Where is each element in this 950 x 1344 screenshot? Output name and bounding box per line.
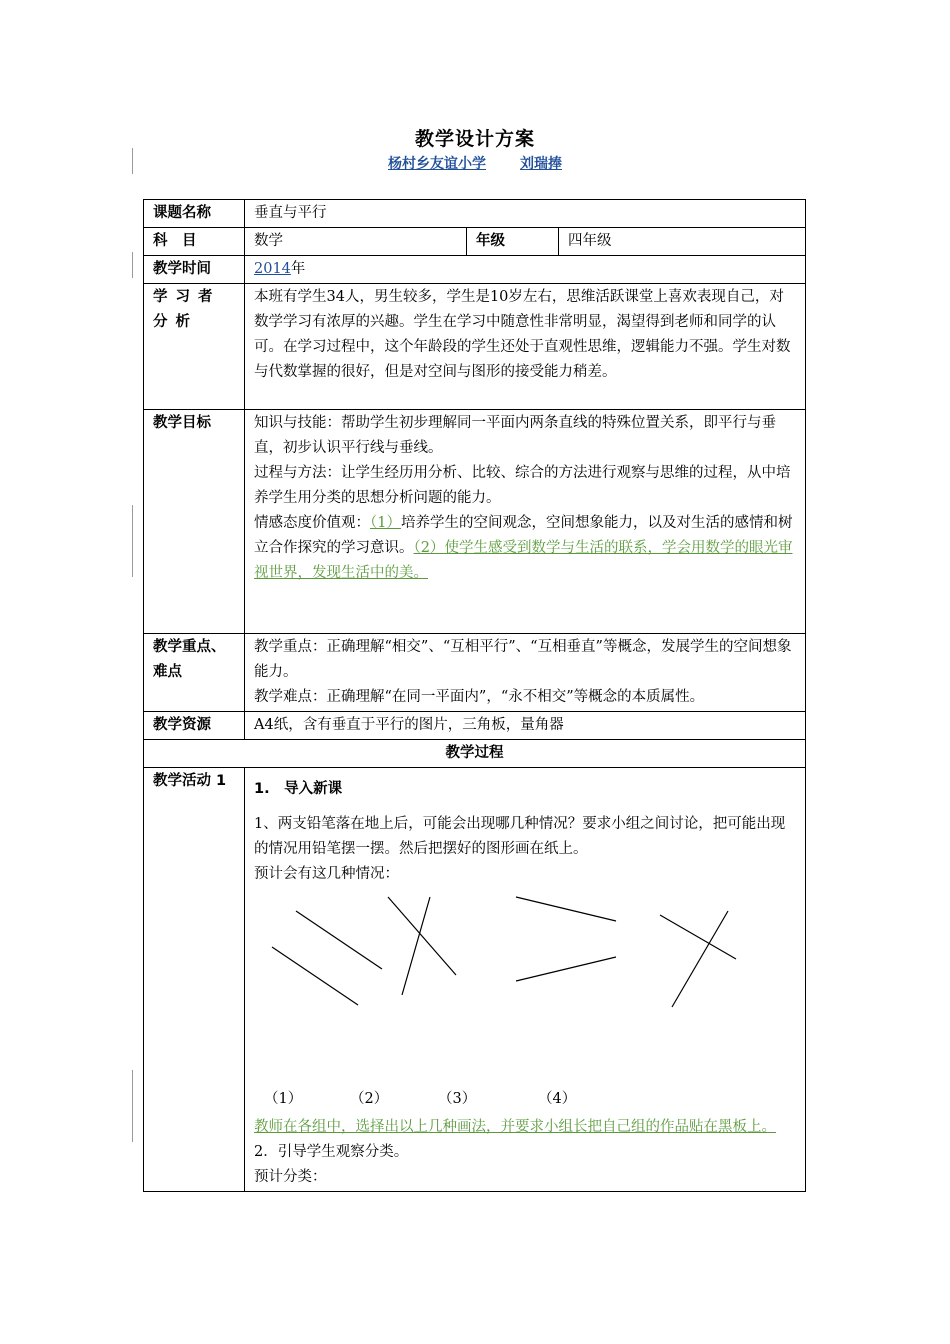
process-heading: 教学过程 xyxy=(144,740,806,768)
goal-process: 过程与方法：让学生经历用分析、比较、综合的方法进行观察与思维的过程，从中培养学生用分类的思想分析问题的能力。 xyxy=(254,465,791,506)
case2-line-a xyxy=(388,897,456,975)
pencil-cases-figure xyxy=(254,887,796,1087)
row-process-heading xyxy=(144,740,806,768)
case3-line-b xyxy=(516,957,616,981)
question-1: 1、两支铅笔落在地上后，可能会出现哪几种情况？要求小组之间讨论，把可能出现的情况用铅笔摆一摆。然后把摆好的图形画在纸上。 xyxy=(254,816,786,857)
activity-label: 教学活动 1 xyxy=(144,768,245,1192)
row-activity-1 xyxy=(144,768,806,1192)
lesson-plan-table xyxy=(143,199,806,1192)
goal-emotion-2: （2）使学生感受到数学与生活的联系，学会用数学的眼光审视世界，发现生活中的美。 xyxy=(254,540,793,581)
document-title: 教学设计方案 xyxy=(414,128,535,150)
case3-line-a xyxy=(516,897,616,921)
margin-mark xyxy=(132,252,133,278)
case2-line-b xyxy=(402,897,430,995)
activity-content xyxy=(245,768,806,1192)
row-learner xyxy=(144,284,806,410)
learner-label: 学习者分析 xyxy=(144,284,245,410)
time-year: 2014 xyxy=(254,261,291,277)
learner-text: 本班有学生34人，男生较多，学生是10岁左右，思维活跃课堂上喜欢表现自己，对数学学习有浓厚的兴趣。学生在学习中随意性非常明显，渴望得到老师和同学的认可。在学习过程中，这个年龄段的学生还处于直观性思维，逻辑能力不强。学生对数与代数掌握的很好，但是对空间与图形的接受能力稍差。 xyxy=(245,284,806,410)
step1-title: 1. 导入新课 xyxy=(254,781,343,797)
case4-line-b xyxy=(672,911,728,1007)
case1-line-b xyxy=(272,947,358,1005)
row-keypoints xyxy=(144,634,806,712)
time-label: 教学时间 xyxy=(144,256,245,284)
key-point: 教学重点：正确理解“相交”、“互相平行”、“互相垂直”等概念，发展学生的空间想象能力。 xyxy=(254,639,792,680)
figure-label-2: （2） xyxy=(350,1091,389,1107)
subject-value: 数学 xyxy=(245,228,467,256)
margin-mark xyxy=(132,1070,133,1142)
figure-labels xyxy=(254,1087,796,1111)
grade-label: 年级 xyxy=(467,228,559,256)
topic-value: 垂直与平行 xyxy=(245,200,806,228)
topic-label: 课题名称 xyxy=(144,200,245,228)
goals-content xyxy=(245,410,806,634)
resources-label: 教学资源 xyxy=(144,712,245,740)
goal-emotion-prefix: 情感态度价值观： xyxy=(254,515,370,531)
expected-classification: 预计分类： xyxy=(254,1169,327,1185)
step2: 2．引导学生观察分类。 xyxy=(254,1144,409,1160)
grade-value: 四年级 xyxy=(559,228,806,256)
margin-mark xyxy=(132,505,133,577)
row-subject xyxy=(144,228,806,256)
row-topic xyxy=(144,200,806,228)
document-subtitle xyxy=(0,153,950,173)
difficult-point: 教学难点：正确理解“在同一平面内”，“永不相交”等概念的本质属性。 xyxy=(254,689,705,705)
school-name: 杨村乡友谊小学 xyxy=(388,156,486,172)
figure-label-3: （3） xyxy=(438,1091,477,1107)
margin-mark xyxy=(132,148,133,174)
keypoints-content xyxy=(245,634,806,712)
resources-value: A4纸，含有垂直于平行的图片，三角板，量角器 xyxy=(245,712,806,740)
row-goals xyxy=(144,410,806,634)
row-time xyxy=(144,256,806,284)
author-name: 刘瑞捧 xyxy=(520,156,562,172)
subject-label: 科 目 xyxy=(144,228,245,256)
case4-line-a xyxy=(660,915,736,959)
expected-cases: 预计会有这几种情况： xyxy=(254,866,399,882)
teacher-note: 教师在各组中，选择出以上几种画法，并要求小组长把自己组的作品贴在黑板上。 xyxy=(254,1119,776,1135)
time-suffix: 年 xyxy=(290,261,306,277)
goal-emotion-1-num: （1） xyxy=(370,515,401,531)
goal-emotion xyxy=(254,511,796,586)
figure-label-4: （4） xyxy=(538,1091,577,1107)
pencil-lines-svg xyxy=(254,887,814,1087)
row-resources xyxy=(144,712,806,740)
goal-emotion-1: 培养学生的空间观念，空间想象能力，以及对生活的感情和树立合作探究的学习意识。 xyxy=(254,515,793,556)
keypoints-label: 教学重点、难点 xyxy=(144,634,245,712)
goal-knowledge: 知识与技能：帮助学生初步理解同一平面内两条直线的特殊位置关系，即平行与垂直，初步认识平行线与垂线。 xyxy=(254,415,776,456)
figure-label-1: （1） xyxy=(264,1091,303,1107)
case1-line-a xyxy=(296,911,382,969)
goals-label: 教学目标 xyxy=(144,410,245,634)
time-value xyxy=(245,256,806,284)
